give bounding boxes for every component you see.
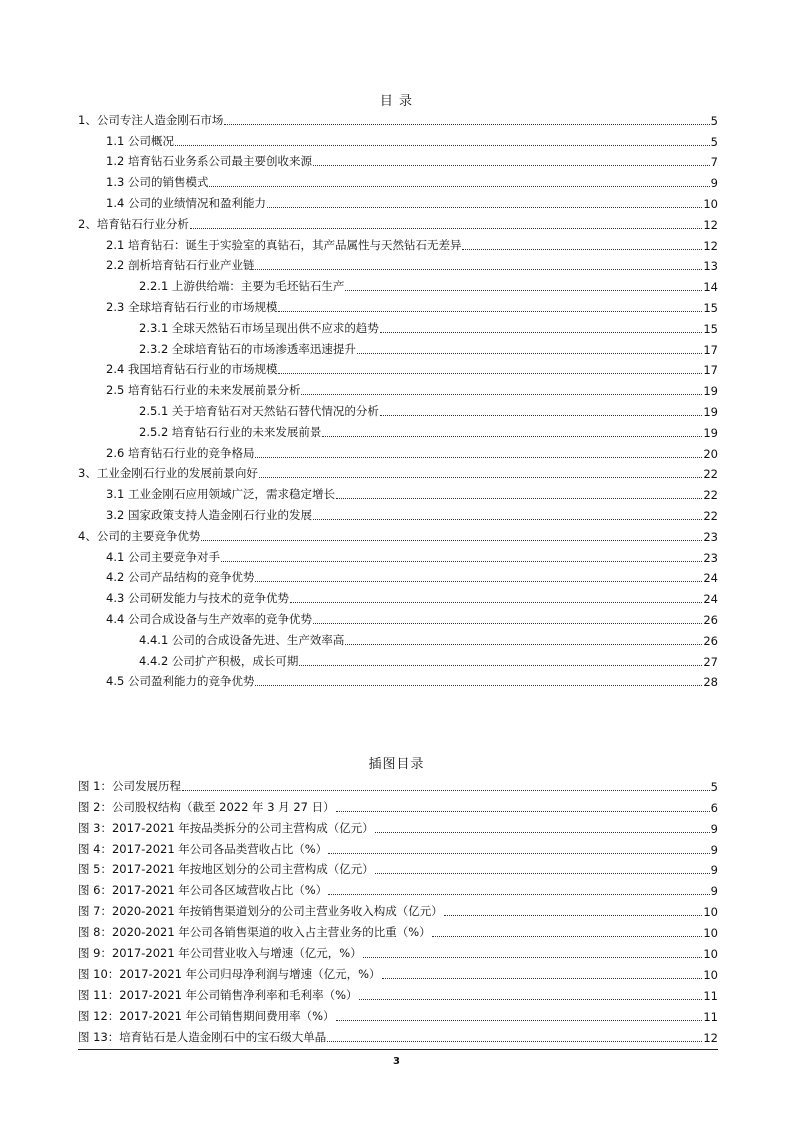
entry-page-number: 13 xyxy=(703,259,718,274)
entry-title: 2.5.2 培育钻石行业的未来发展前景 xyxy=(139,424,322,439)
figure-entry[interactable] xyxy=(78,919,718,940)
dot-leader xyxy=(182,790,710,791)
entry-page-number: 22 xyxy=(703,467,718,482)
entry-title: 4.4 公司合成设备与生产效率的竞争优势 xyxy=(106,611,312,626)
dot-leader xyxy=(313,165,710,166)
entry-title: 图 10：2017-2021 年公司归母净利润与增速（亿元，%） xyxy=(78,966,381,981)
figure-entry[interactable] xyxy=(78,815,718,836)
toc-entry[interactable] xyxy=(78,461,718,482)
dot-leader xyxy=(301,394,702,395)
entry-page-number: 12 xyxy=(703,217,718,232)
toc-entry[interactable] xyxy=(78,169,718,190)
toc-entry[interactable] xyxy=(78,502,718,523)
entry-title: 图 7：2020-2021 年按销售渠道划分的公司主营业务收入构成（亿元） xyxy=(78,904,443,919)
figure-entry[interactable] xyxy=(78,794,718,815)
entry-page-number: 10 xyxy=(703,905,718,920)
toc-entry[interactable] xyxy=(78,149,718,170)
entry-title: 2.3.1 全球天然钻石市场呈现出供不应求的趋势 xyxy=(139,320,379,335)
entry-title: 图 9：2017-2021 年公司营业收入与增速（亿元，%） xyxy=(78,946,362,961)
entry-page-number: 24 xyxy=(703,571,718,586)
entry-page-number: 7 xyxy=(710,155,718,170)
dot-leader xyxy=(380,332,702,333)
entry-title: 1.1 公司概况 xyxy=(106,133,174,148)
dot-leader xyxy=(375,873,710,874)
entry-title: 3.2 国家政策支持人造金刚石行业的发展 xyxy=(106,507,312,522)
dot-leader xyxy=(313,623,702,624)
entry-page-number: 15 xyxy=(703,300,718,315)
toc-entry[interactable] xyxy=(78,315,718,336)
dot-leader xyxy=(255,457,702,458)
toc-entry[interactable] xyxy=(78,107,718,128)
dot-leader xyxy=(444,915,703,916)
dot-leader xyxy=(336,811,710,812)
dot-leader xyxy=(313,519,702,520)
figure-entry[interactable] xyxy=(78,898,718,919)
entry-page-number: 19 xyxy=(703,404,718,419)
dot-leader xyxy=(328,853,709,854)
entry-page-number: 5 xyxy=(710,134,718,149)
toc-entry[interactable] xyxy=(78,273,718,294)
dot-leader xyxy=(357,353,702,354)
entry-title: 4.4.1 公司的合成设备先进、生产效率高 xyxy=(139,632,345,647)
toc-entry[interactable] xyxy=(78,669,718,690)
entry-page-number: 28 xyxy=(703,675,718,690)
toc-entry[interactable] xyxy=(78,253,718,274)
entry-title: 4、公司的主要竞争优势 xyxy=(78,528,201,543)
entry-page-number: 19 xyxy=(703,384,718,399)
toc-entry[interactable] xyxy=(78,585,718,606)
dot-leader xyxy=(328,894,709,895)
entry-page-number: 20 xyxy=(703,446,718,461)
figure-entry[interactable] xyxy=(78,1024,718,1045)
entry-title: 图 8：2020-2021 年公司各销售渠道的收入占主营业务的比重（%） xyxy=(78,925,431,940)
toc-entry[interactable] xyxy=(78,523,718,544)
figure-entry[interactable] xyxy=(78,1003,718,1024)
entry-title: 图 3：2017-2021 年按品类拆分的公司主营构成（亿元） xyxy=(78,820,374,835)
toc-entry[interactable] xyxy=(78,232,718,253)
dot-leader xyxy=(336,1020,703,1021)
entry-title: 4.5 公司盈利能力的竞争优势 xyxy=(106,674,255,689)
entry-title: 2.2.1 上游供给端：主要为毛坯钻石生产 xyxy=(139,279,345,294)
entry-title: 图 12：2017-2021 年公司销售期间费用率（%） xyxy=(78,1008,335,1023)
figure-entry[interactable] xyxy=(78,857,718,878)
entry-title: 2.1 培育钻石：诞生于实验室的真钻石，其产品属性与天然钻石无差异 xyxy=(106,237,462,252)
entry-page-number: 15 xyxy=(703,321,718,336)
toc-entry[interactable] xyxy=(78,648,718,669)
dot-leader xyxy=(255,269,702,270)
dot-leader xyxy=(221,561,702,562)
entry-title: 1、公司专注人造金刚石市场 xyxy=(78,112,224,127)
entry-title: 图 6：2017-2021 年公司各区域营收占比（%） xyxy=(78,883,328,898)
dot-leader xyxy=(462,249,702,250)
entry-title: 4.3 公司研发能力与技术的竞争优势 xyxy=(106,591,289,606)
toc-entry[interactable] xyxy=(78,565,718,586)
figure-entry[interactable] xyxy=(78,773,718,794)
figure-entry[interactable] xyxy=(78,836,718,857)
entry-page-number: 14 xyxy=(703,280,718,295)
toc-entry[interactable] xyxy=(78,211,718,232)
figure-entry[interactable] xyxy=(78,877,718,898)
dot-leader xyxy=(336,498,702,499)
dot-leader xyxy=(382,978,703,979)
toc-entry[interactable] xyxy=(78,606,718,627)
entry-title: 2、培育钻石行业分析 xyxy=(78,216,189,231)
entry-title: 图 11：2017-2021 年公司销售净利率和毛利率（%） xyxy=(78,987,358,1002)
entry-page-number: 5 xyxy=(710,779,718,794)
entry-title: 2.3 全球培育钻石行业的市场规模 xyxy=(106,299,278,314)
entry-page-number: 22 xyxy=(703,488,718,503)
entry-page-number: 23 xyxy=(703,550,718,565)
figure-list-title: 插图目录 xyxy=(368,757,425,772)
dot-leader xyxy=(175,145,710,146)
entry-page-number: 9 xyxy=(710,863,718,878)
toc-entry[interactable] xyxy=(78,336,718,357)
dot-leader xyxy=(224,124,709,125)
entry-page-number: 9 xyxy=(710,821,718,836)
entry-page-number: 10 xyxy=(703,926,718,941)
dot-leader xyxy=(363,957,703,958)
entry-page-number: 26 xyxy=(703,612,718,627)
toc-title: 目 录 xyxy=(379,94,414,109)
entry-page-number: 22 xyxy=(703,508,718,523)
entry-page-number: 9 xyxy=(710,884,718,899)
dot-leader xyxy=(299,665,702,666)
table-of-contents xyxy=(78,107,718,689)
entry-title: 4.4.2 公司扩产积极，成长可期 xyxy=(139,653,299,668)
toc-entry[interactable] xyxy=(78,627,718,648)
dot-leader xyxy=(345,290,702,291)
page-number: 3 xyxy=(393,1056,400,1067)
dot-leader xyxy=(327,1041,702,1042)
entry-page-number: 11 xyxy=(703,988,718,1003)
entry-page-number: 9 xyxy=(710,842,718,857)
toc-entry[interactable] xyxy=(78,377,718,398)
toc-entry[interactable] xyxy=(78,357,718,378)
entry-title: 1.4 公司的业绩情况和盈利能力 xyxy=(106,195,266,210)
entry-page-number: 19 xyxy=(703,425,718,440)
entry-title: 2.3.2 全球培育钻石的市场渗透率迅速提升 xyxy=(139,341,356,356)
dot-leader xyxy=(267,207,702,208)
dot-leader xyxy=(375,832,710,833)
entry-title: 2.5.1 关于培育钻石对天然钻石替代情况的分析 xyxy=(139,403,379,418)
entry-title: 2.2 剖析培育钻石行业产业链 xyxy=(106,258,255,273)
dot-leader xyxy=(290,602,702,603)
entry-title: 图 5：2017-2021 年按地区划分的公司主营构成（亿元） xyxy=(78,862,374,877)
dot-leader xyxy=(432,936,703,937)
dot-leader xyxy=(201,540,702,541)
entry-title: 图 4：2017-2021 年公司各品类营收占比（%） xyxy=(78,841,328,856)
toc-entry[interactable] xyxy=(78,190,718,211)
entry-page-number: 17 xyxy=(703,342,718,357)
entry-title: 2.4 我国培育钻石行业的市场规模 xyxy=(106,362,278,377)
toc-entry[interactable] xyxy=(78,481,718,502)
entry-page-number: 5 xyxy=(710,113,718,128)
dot-leader xyxy=(278,311,702,312)
entry-title: 图 2：公司股权结构（截至 2022 年 3 月 27 日） xyxy=(78,799,335,814)
entry-page-number: 12 xyxy=(703,1030,718,1045)
dot-leader xyxy=(190,228,703,229)
dot-leader xyxy=(345,644,702,645)
entry-page-number: 27 xyxy=(703,654,718,669)
dot-leader xyxy=(359,999,703,1000)
entry-page-number: 24 xyxy=(703,592,718,607)
dot-leader xyxy=(380,415,702,416)
entry-page-number: 10 xyxy=(703,196,718,211)
entry-title: 图 1：公司发展历程 xyxy=(78,778,181,793)
entry-page-number: 23 xyxy=(703,529,718,544)
figure-entry[interactable] xyxy=(78,961,718,982)
entry-title: 2.5 培育钻石行业的未来发展前景分析 xyxy=(106,383,301,398)
toc-entry[interactable] xyxy=(78,128,718,149)
toc-entry[interactable] xyxy=(78,398,718,419)
dot-leader xyxy=(322,436,702,437)
toc-entry[interactable] xyxy=(78,419,718,440)
entry-page-number: 11 xyxy=(703,1009,718,1024)
entry-page-number: 17 xyxy=(703,363,718,378)
entry-title: 3、工业金刚石行业的发展前景向好 xyxy=(78,466,258,481)
entry-title: 4.2 公司产品结构的竞争优势 xyxy=(106,570,255,585)
entry-page-number: 26 xyxy=(703,633,718,648)
entry-page-number: 12 xyxy=(703,238,718,253)
dot-leader xyxy=(209,186,709,187)
dot-leader xyxy=(278,373,702,374)
entry-page-number: 10 xyxy=(703,947,718,962)
toc-entry[interactable] xyxy=(78,544,718,565)
entry-title: 4.1 公司主要竞争对手 xyxy=(106,549,220,564)
toc-entry[interactable] xyxy=(78,294,718,315)
dot-leader xyxy=(259,477,703,478)
entry-title: 3.1 工业金刚石应用领域广泛，需求稳定增长 xyxy=(106,487,335,502)
entry-title: 图 13：培育钻石是人造金刚石中的宝石级大单晶 xyxy=(78,1029,327,1044)
entry-page-number: 6 xyxy=(710,800,718,815)
entry-title: 1.3 公司的销售模式 xyxy=(106,175,209,190)
entry-title: 1.2 培育钻石业务系公司最主要创收来源 xyxy=(106,154,312,169)
figure-entry[interactable] xyxy=(78,982,718,1003)
figure-entry[interactable] xyxy=(78,940,718,961)
footer-rule xyxy=(78,1049,718,1050)
dot-leader xyxy=(255,581,702,582)
dot-leader xyxy=(255,685,702,686)
figure-list xyxy=(78,773,718,1045)
toc-entry[interactable] xyxy=(78,440,718,461)
entry-title: 2.6 培育钻石行业的竞争格局 xyxy=(106,445,255,460)
entry-page-number: 10 xyxy=(703,967,718,982)
entry-page-number: 9 xyxy=(710,176,718,191)
